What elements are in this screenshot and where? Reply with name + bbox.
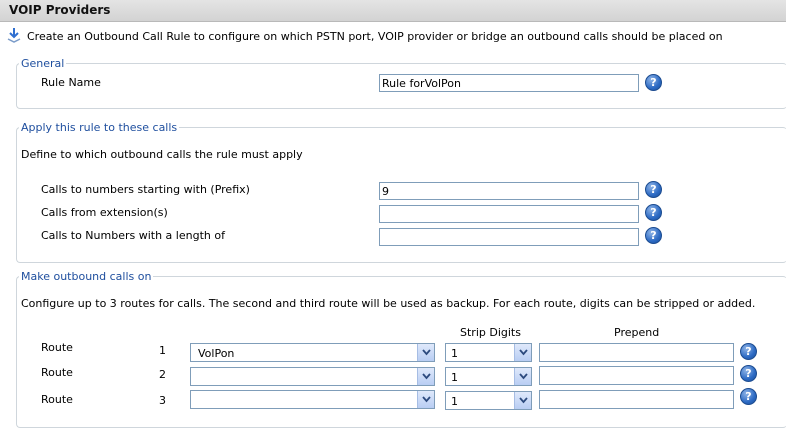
chevron-down-icon[interactable] [417,368,434,385]
route-number: 1 [159,344,166,357]
length-label: Calls to Numbers with a length of [41,229,225,242]
prefix-label: Calls to numbers starting with (Prefix) [41,183,250,196]
general-legend: General [21,57,65,70]
outbound-legend: Make outbound calls on [21,270,152,283]
route-3-provider-select[interactable] [190,390,435,409]
route-3-strip-value: 1 [451,395,458,408]
chevron-down-icon[interactable] [514,368,531,385]
route-3-help-icon[interactable]: ? [740,388,757,405]
apply-description: Define to which outbound calls the rule must apply [21,148,303,161]
chevron-down-icon[interactable] [417,344,434,361]
route-2-provider-select[interactable] [190,367,435,386]
chevron-down-icon[interactable] [514,392,531,409]
intro-text: Create an Outbound Call Rule to configure on which PSTN port, VOIP provider or bridge an outbound calls should be placed on [27,30,723,43]
rule-name-input[interactable]: Rule forVolPon [379,74,639,92]
extension-help-icon[interactable]: ? [645,204,662,221]
route-2-prepend-input[interactable] [539,366,734,385]
route-2-strip-select[interactable] [445,367,532,386]
apply-rule-legend: Apply this rule to these calls [21,121,178,134]
chevron-down-icon[interactable] [417,391,434,408]
route-1-provider-value: VolPon [198,347,235,360]
route-label: Route [41,341,73,354]
rule-name-label: Rule Name [41,76,101,89]
prefix-input[interactable]: 9 [379,182,639,200]
route-number: 3 [159,394,166,407]
route-number: 2 [159,368,166,381]
route-2-help-icon[interactable]: ? [740,365,757,382]
route-1-strip-value: 1 [451,347,458,360]
outbound-description: Configure up to 3 routes for calls. The second and third route will be used as backup. For each route, digits can be stripped or added. [21,297,756,310]
length-help-icon[interactable]: ? [645,227,662,244]
route-label: Route [41,393,73,406]
rule-name-help-icon[interactable]: ? [645,74,662,91]
strip-digits-header: Strip Digits [460,326,521,339]
route-3-strip-select[interactable] [445,391,532,410]
extension-input[interactable] [379,205,639,223]
route-1-help-icon[interactable]: ? [740,343,757,360]
route-1-strip-select[interactable] [445,343,532,362]
prepend-header: Prepend [614,326,660,339]
length-input[interactable] [379,228,639,246]
route-1-prepend-input[interactable] [539,343,734,362]
page-title: VOIP Providers [9,3,111,17]
route-1-provider-select[interactable] [190,343,435,362]
route-3-prepend-input[interactable] [539,390,734,409]
chevron-down-icon[interactable] [514,344,531,361]
route-2-strip-value: 1 [451,371,458,384]
route-arrow-icon [6,27,22,43]
prefix-help-icon[interactable]: ? [645,181,662,198]
route-label: Route [41,366,73,379]
extension-label: Calls from extension(s) [41,206,168,219]
page-header [0,0,786,22]
